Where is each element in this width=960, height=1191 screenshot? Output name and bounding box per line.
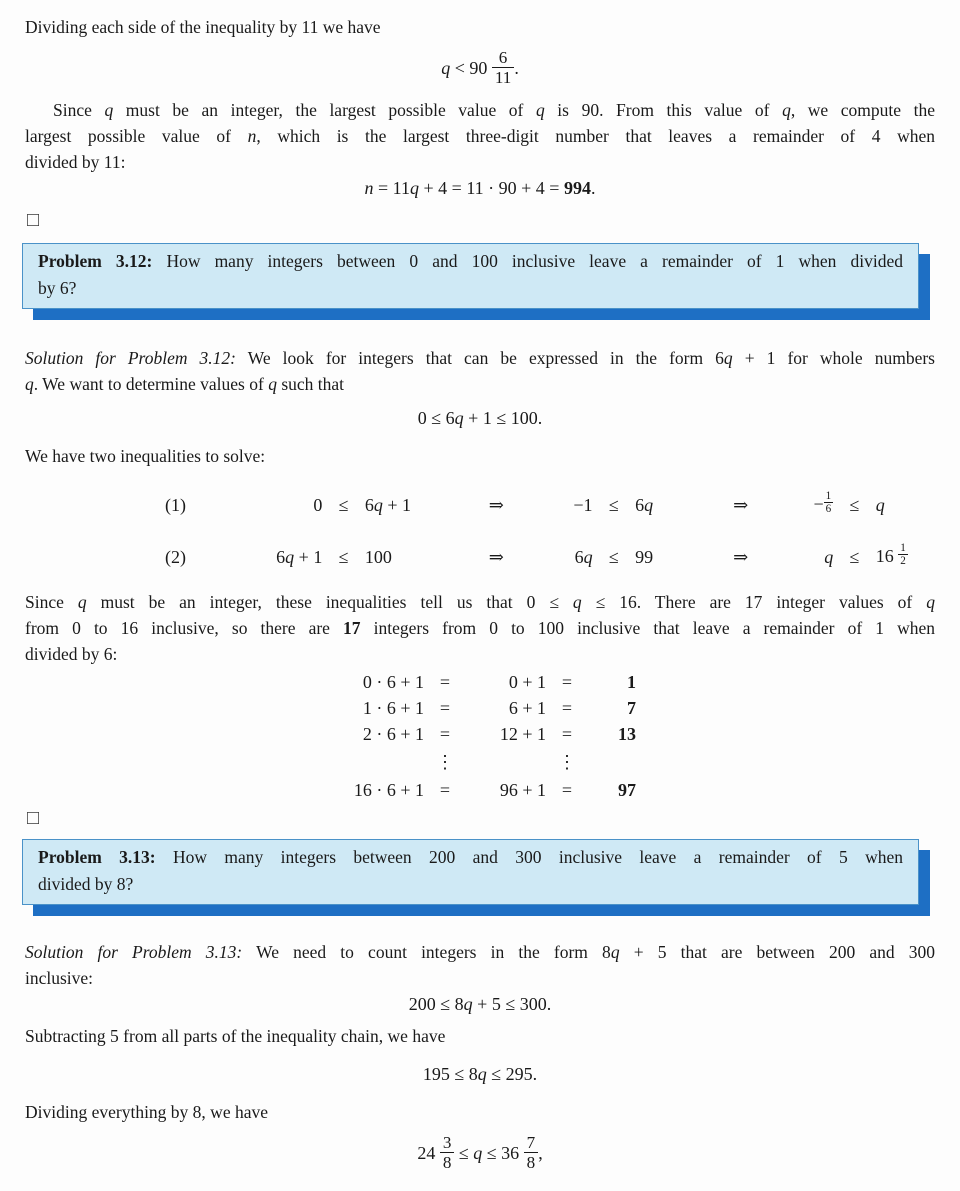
qed-square: □ xyxy=(27,807,40,830)
vertical-dots: ⋮ xyxy=(558,752,576,773)
equation-final-mixed-fractions: 24 $\frac{3}{8}$ ≤ q ≤ 36 $\frac{7}{8}$ , xyxy=(417,1133,543,1173)
equals-sign: = xyxy=(439,780,451,801)
equals-sign: = xyxy=(439,672,451,693)
ineq-lhs: − $\frac{1}{6}$ xyxy=(813,489,832,515)
problem-box-3-12 xyxy=(22,243,919,309)
intro-text: Dividing each side of the inequality by 11 we have xyxy=(25,17,381,37)
implies-symbol: ⇒ xyxy=(733,546,749,567)
equation-n-994: n = 11q + 4 = 11 · 90 + 4 = 994. xyxy=(364,178,596,199)
text-line: from 0 to 16 inclusive, so there are 17 integers from 0 to 100 inclusive that leave a remainder of 1 when xyxy=(25,618,935,639)
comp-lhs: 2 · 6 + 1 xyxy=(362,724,424,745)
ineq-lhs: −1 xyxy=(573,494,593,515)
text-line: Since q must be an integer, these inequalities tell us that 0 ≤ q ≤ 16. There are 17 integer values of q xyxy=(25,592,935,613)
fraction: $\frac{1}{6}$ xyxy=(825,489,832,515)
leq-symbol: ≤ xyxy=(608,494,619,515)
implies-symbol: ⇒ xyxy=(488,494,504,515)
text-line: divided by 6: xyxy=(25,644,118,665)
ineq-lhs: 6q + 1 xyxy=(276,546,323,567)
solution-3-12-paragraph xyxy=(25,345,935,397)
text-line: Since q must be an integer, the largest possible value of q is 90. From this value of q, we compute the xyxy=(53,100,935,121)
ineq-rhs: q xyxy=(875,494,885,515)
text-line: Solution for Problem 3.12: We look for integers that can be expressed in the form 6q + 1 for whole numbers xyxy=(25,348,935,369)
leq-symbol: ≤ xyxy=(849,546,860,567)
text-line: divided by 11: xyxy=(25,152,126,173)
fraction: $\frac{3}{8}$ xyxy=(440,1133,455,1172)
problem-3-12-line: Problem 3.12: How many integers between 0 and 100 inclusive leave a remainder of 1 when divided xyxy=(38,251,903,272)
equation-q-less-than-90-6-11: q < 90 $\frac{6}{11}$ . xyxy=(441,48,519,88)
subtracting-5-text: Subtracting 5 from all parts of the inequality chain, we have xyxy=(25,1026,446,1047)
comp-result: 1 xyxy=(627,672,636,693)
equals-sign: = xyxy=(561,672,573,693)
computation-table xyxy=(324,669,636,803)
problem-3-12-line: by 6? xyxy=(38,278,77,299)
computation-table-wrap xyxy=(25,669,935,803)
ineq-lhs: 6q xyxy=(574,546,593,567)
ineq-rhs: 99 xyxy=(635,546,654,567)
comp-result: 97 xyxy=(618,780,636,801)
comp-result: 7 xyxy=(627,698,636,719)
equation-number: (2) xyxy=(165,546,186,567)
equals-sign: = xyxy=(561,780,573,801)
equals-sign: = xyxy=(439,724,451,745)
leq-symbol: ≤ xyxy=(338,546,349,567)
equation-195-295: 195 ≤ 8q ≤ 295. xyxy=(422,1064,538,1085)
comp-spacer xyxy=(588,747,636,777)
ineq-rhs: 100 xyxy=(364,546,392,567)
text-line: q. We want to determine values of q such that xyxy=(25,374,345,395)
equation-number: (1) xyxy=(165,494,186,515)
implies-symbol: ⇒ xyxy=(488,546,504,567)
problem-box-3-13 xyxy=(22,839,919,905)
equation-range-200-300: 200 ≤ 8q + 5 ≤ 300. xyxy=(408,994,552,1015)
inequality-row-2 xyxy=(165,531,935,583)
solution-3-13-paragraph xyxy=(25,939,935,991)
ineq-lhs: q xyxy=(824,546,834,567)
inequality-row-1 xyxy=(165,479,935,531)
two-inequalities-text: We have two inequalities to solve: xyxy=(25,446,266,467)
equation-range-0-100: 0 ≤ 6q + 1 ≤ 100. xyxy=(417,408,543,429)
comp-lhs: 1 · 6 + 1 xyxy=(362,698,424,719)
problem-3-13-line: Problem 3.13: How many integers between 200 and 300 inclusive leave a remainder of 5 when xyxy=(38,847,903,868)
qed-square: □ xyxy=(27,209,40,232)
leq-symbol: ≤ xyxy=(849,494,860,515)
paragraph-largest-value xyxy=(25,97,935,175)
ineq-rhs: 16 $\frac{1}{2}$ xyxy=(875,541,906,567)
fraction: $\frac{6}{11}$ xyxy=(492,48,514,87)
problem-3-13-line: divided by 8? xyxy=(38,874,134,895)
leq-symbol: ≤ xyxy=(338,494,349,515)
comp-mid: 12 + 1 xyxy=(499,724,546,745)
comp-mid: 6 + 1 xyxy=(508,698,546,719)
ineq-lhs: 0 xyxy=(313,494,323,515)
comp-result: 13 xyxy=(618,724,636,745)
text-line: Solution for Problem 3.13: We need to count integers in the form 8q + 5 that are between 200 and 300 xyxy=(25,942,935,963)
equals-sign: = xyxy=(439,698,451,719)
ineq-rhs: 6q + 1 xyxy=(364,494,412,515)
ineq-rhs: 6q xyxy=(635,494,654,515)
comp-spacer xyxy=(324,747,424,777)
text-line: inclusive: xyxy=(25,968,94,989)
paragraph-17-integers xyxy=(25,589,935,667)
fraction: $\frac{1}{2}$ xyxy=(900,541,906,567)
comp-spacer xyxy=(466,747,546,777)
comp-lhs: 16 · 6 + 1 xyxy=(353,780,424,801)
comp-mid: 96 + 1 xyxy=(499,780,546,801)
fraction: $\frac{7}{8}$ xyxy=(524,1133,539,1172)
vertical-dots: ⋮ xyxy=(436,752,454,773)
equals-sign: = xyxy=(561,698,573,719)
implies-symbol: ⇒ xyxy=(733,494,749,515)
equals-sign: = xyxy=(561,724,573,745)
leq-symbol: ≤ xyxy=(608,546,619,567)
comp-mid: 0 + 1 xyxy=(508,672,546,693)
comp-lhs: 0 · 6 + 1 xyxy=(362,672,424,693)
dividing-by-8-text: Dividing everything by 8, we have xyxy=(25,1102,269,1123)
text-line: largest possible value of n, which is the largest three-digit number that leaves a remainder of 4 when xyxy=(25,126,935,147)
